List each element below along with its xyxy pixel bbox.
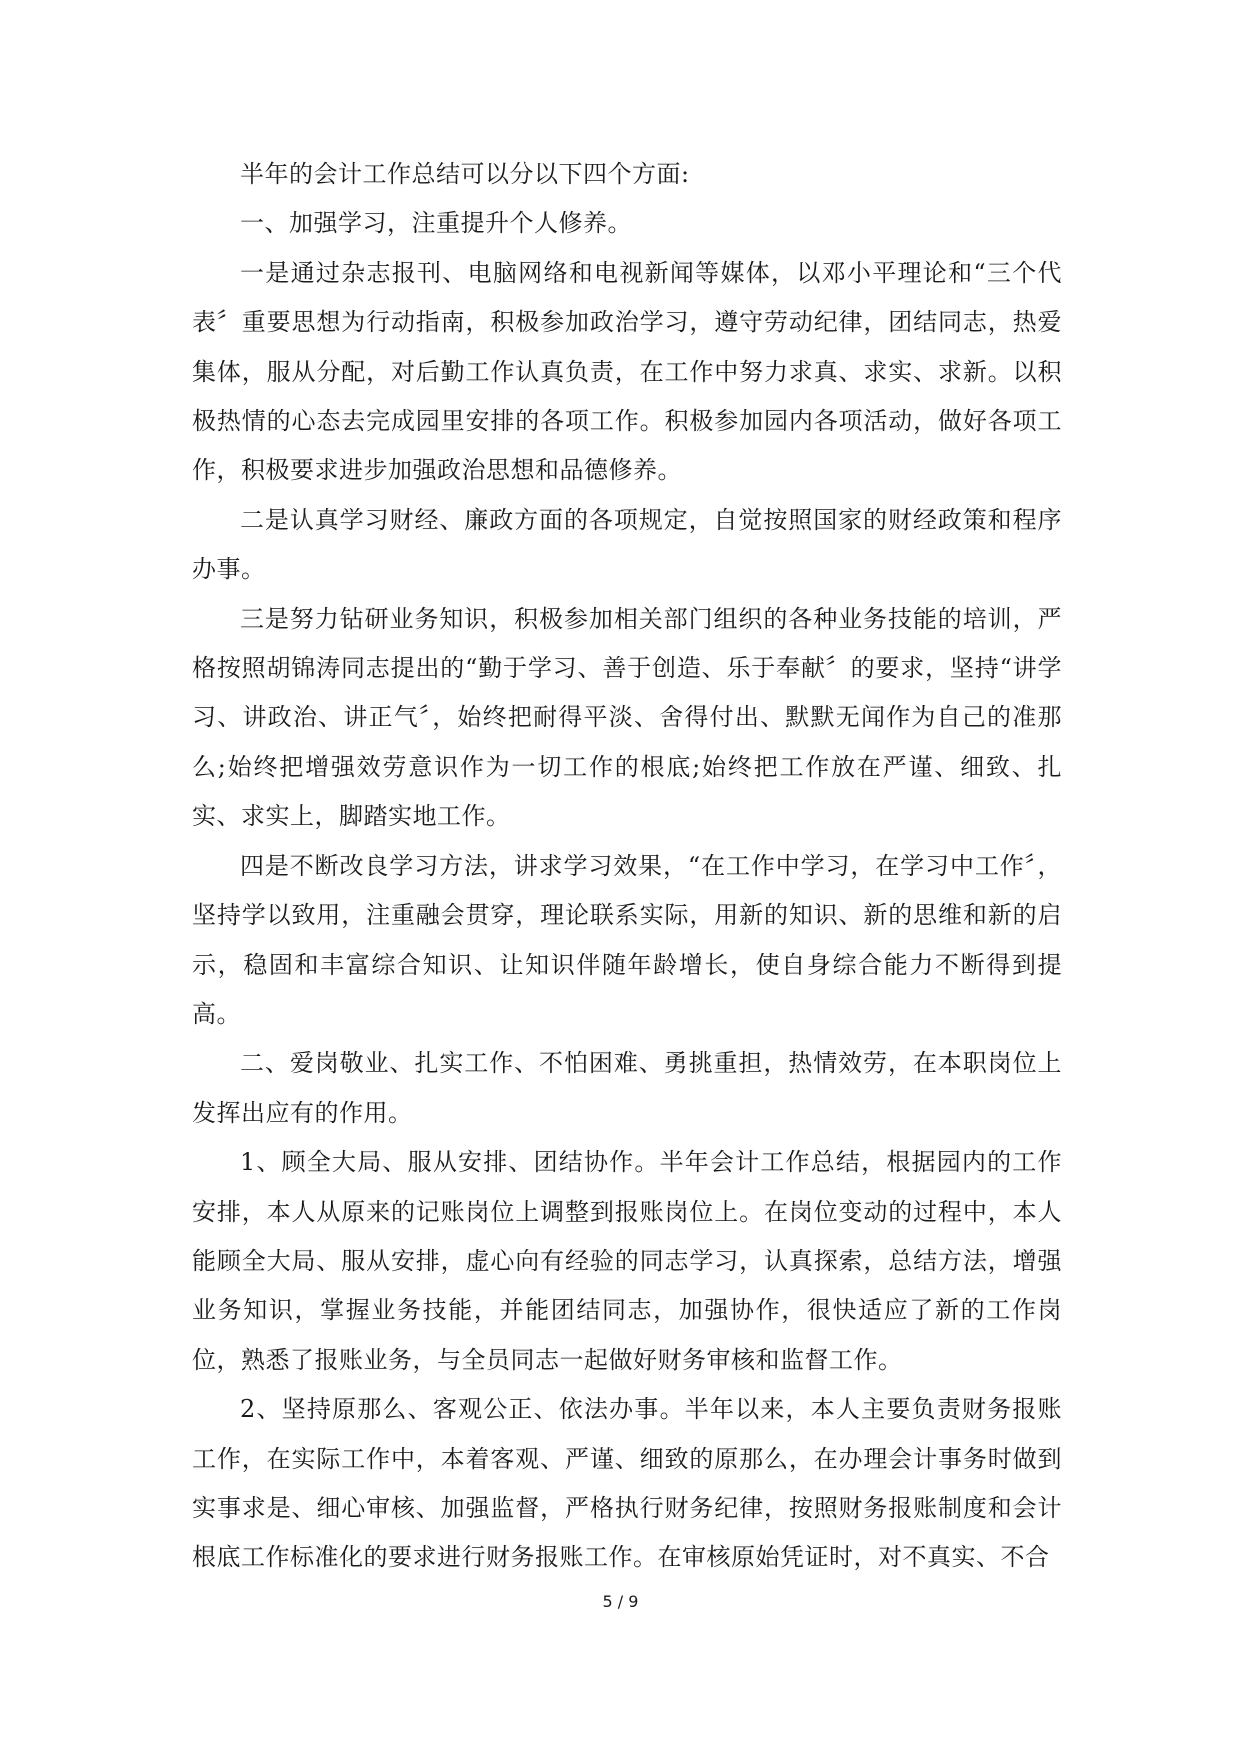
section-heading-2: 二、爱岗敬业、扎实工作、不怕困难、勇挑重担，热情效劳，在本职岗位上发挥出应有的作用。	[192, 1049, 1062, 1127]
paragraph-point-3: 三是努力钻研业务知识，积极参加相关部门组织的各种业务技能的培训，严格按照胡锦涛同志提出的“勤于学习、善于创造、乐于奉献〞的要求，坚持“讲学习、讲政治、讲正气〞，始终把耐得平淡、舍得付出、默默无闻作为自己的准那么;始终把增强效劳意识作为一切工作的根底;始终把工作放在严谨、细致、扎实、求实上，脚踏实地工作。	[192, 604, 1062, 831]
paragraph-item-2: 2、坚持原那么、客观公正、依法办事。半年以来，本人主要负责财务报账工作，在实际工作中，本着客观、严谨、细致的原那么，在办理会计事务时做到实事求是、细心审核、加强监督，严格执行财务纪律，按照财务报账制度和会计根底工作标准化的要求进行财务报账工作。在审核原始凭证时，对不真实、不合	[192, 1395, 1062, 1572]
paragraph-point-2: 二是认真学习财经、廉政方面的各项规定，自觉按照国家的财经政策和程序办事。	[192, 505, 1062, 584]
paragraph-intro: 半年的会计工作总结可以分以下四个方面:	[240, 160, 690, 188]
paragraph-point-1: 一是通过杂志报刊、电脑网络和电视新闻等媒体，以邓小平理论和“三个代表〞重要思想为行动指南，积极参加政治学习，遵守劳动纪律，团结同志，热爱集体，服从分配，对后勤工作认真负责，在工作中努力求真、求实、求新。以积极热情的心态去完成园里安排的各项工作。积极参加园内各项活动，做好各项工作，积极要求进步加强政治思想和品德修养。	[192, 258, 1062, 485]
page-number: 5 / 9	[602, 1592, 639, 1611]
document-body	[192, 150, 1062, 1583]
paragraph-point-4: 四是不断改良学习方法，讲求学习效果，“在工作中学习，在学习中工作〞，坚持学以致用，注重融会贯穿，理论联系实际，用新的知识、新的思维和新的启示，稳固和丰富综合知识、让知识伴随年龄增长，使自身综合能力不断得到提高。	[192, 851, 1062, 1028]
section-heading-1: 一、加强学习，注重提升个人修养。	[240, 209, 632, 238]
paragraph-item-1: 1、顾全大局、服从安排、团结协作。半年会计工作总结，根据园内的工作安排，本人从原来的记账岗位上调整到报账岗位上。在岗位变动的过程中，本人能顾全大局、服从安排，虚心向有经验的同志学习，认真探索，总结方法，增强业务知识，掌握业务技能，并能团结同志，加强协作，很快适应了新的工作岗位，熟悉了报账业务，与全员同志一起做好财务审核和监督工作。	[192, 1148, 1062, 1374]
